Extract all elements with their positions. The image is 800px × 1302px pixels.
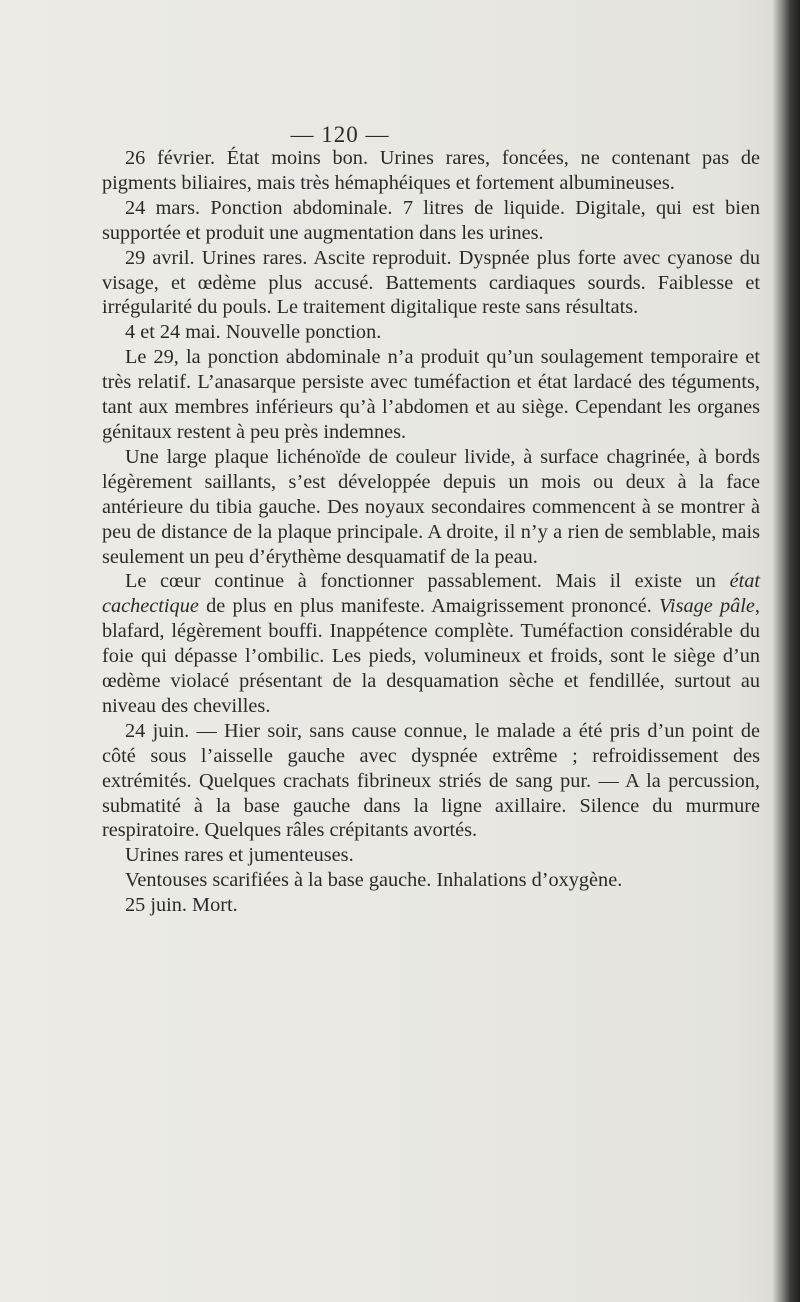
text-segment: de plus en plus manifeste. Amaigrissement prononcé. (198, 595, 660, 618)
paragraph-may-29: Le 29, la ponction abdominale n’a produit qu’un soulagement temporaire et très relatif. L’anasarque persiste avec tuméfaction et état lardacé des téguments, tant aux membres inférieurs qu’à l’abdomen et au siège. Cependant les organes génitaux restent à peu près indemnes. (102, 346, 760, 443)
paragraph-jun-24: 24 juin. — Hier soir, sans cause connue, le malade a été pris d’un point de côté sous l’aisselle gauche avec dyspnée extrême ; refroidissement des extrémités. Quelques crachats fibrineux striés de sang pur. — A la percussion, submatité à la base gauche dans la ligne axillaire. Silence du murmure respiratoire. Quelques râles crépitants avortés. (102, 719, 760, 842)
paragraph-treatment: Ventouses scarifiées à la base gauche. Inhalations d’oxygène. (125, 869, 623, 892)
page-number: — 120 — (290, 122, 390, 147)
italic-term: Visage pâle (659, 595, 755, 618)
italic-term: état cachectique (102, 570, 760, 618)
paragraph-urines: Urines rares et jumenteuses. (125, 844, 354, 867)
text-segment: , blafard, légèrement bouffi. Inappétence complète. Tuméfaction considérable du foie qui dépasse l’ombilic. Les pieds, volumineux et froids, sont le siège d’un œdème violacé présentant de la desquamation sèche et fendillée, surtout au niveau des chevilles. (102, 595, 760, 717)
paragraph-apr-29: 29 avril. Urines rares. Ascite reproduit. Dyspnée plus forte avec cyanose du visage, et œdème plus accusé. Battements cardiaques sourds. Faiblesse et irrégularité du pouls. Le traitement digitalique reste sans résultats. (102, 246, 760, 319)
paragraph-jun-25: 25 juin. Mort. (125, 894, 238, 917)
paragraph-cachexia (102, 569, 760, 718)
text-segment: Le cœur continue à fonctionner passablement. Mais il existe un (125, 570, 730, 593)
paragraph-lichenoid-plaque: Une large plaque lichénoïde de couleur livide, à surface chagrinée, à bords légèrement saillants, s’est développée depuis un mois ou deux à la face antérieure du tibia gauche. Des noyaux secondaires commencent à se montrer à peu de distance de la plaque principale. A droite, il n’y a rien de semblable, mais seulement un peu d’érythème desquamatif de la peau. (102, 445, 760, 568)
page-binding-shadow (772, 0, 800, 1302)
paragraph-may-4-24: 4 et 24 mai. Nouvelle ponction. (125, 321, 382, 344)
body-text (102, 146, 760, 918)
paragraph-mar-24: 24 mars. Ponction abdominale. 7 litres de liquide. Digitale, qui est bien supportée et produit une augmentation dans les urines. (102, 196, 760, 244)
paragraph-feb-26: 26 février. État moins bon. Urines rares, foncées, ne contenant pas de pigments biliaires, mais très hémaphéiques et fortement albumineuses. (102, 147, 760, 194)
